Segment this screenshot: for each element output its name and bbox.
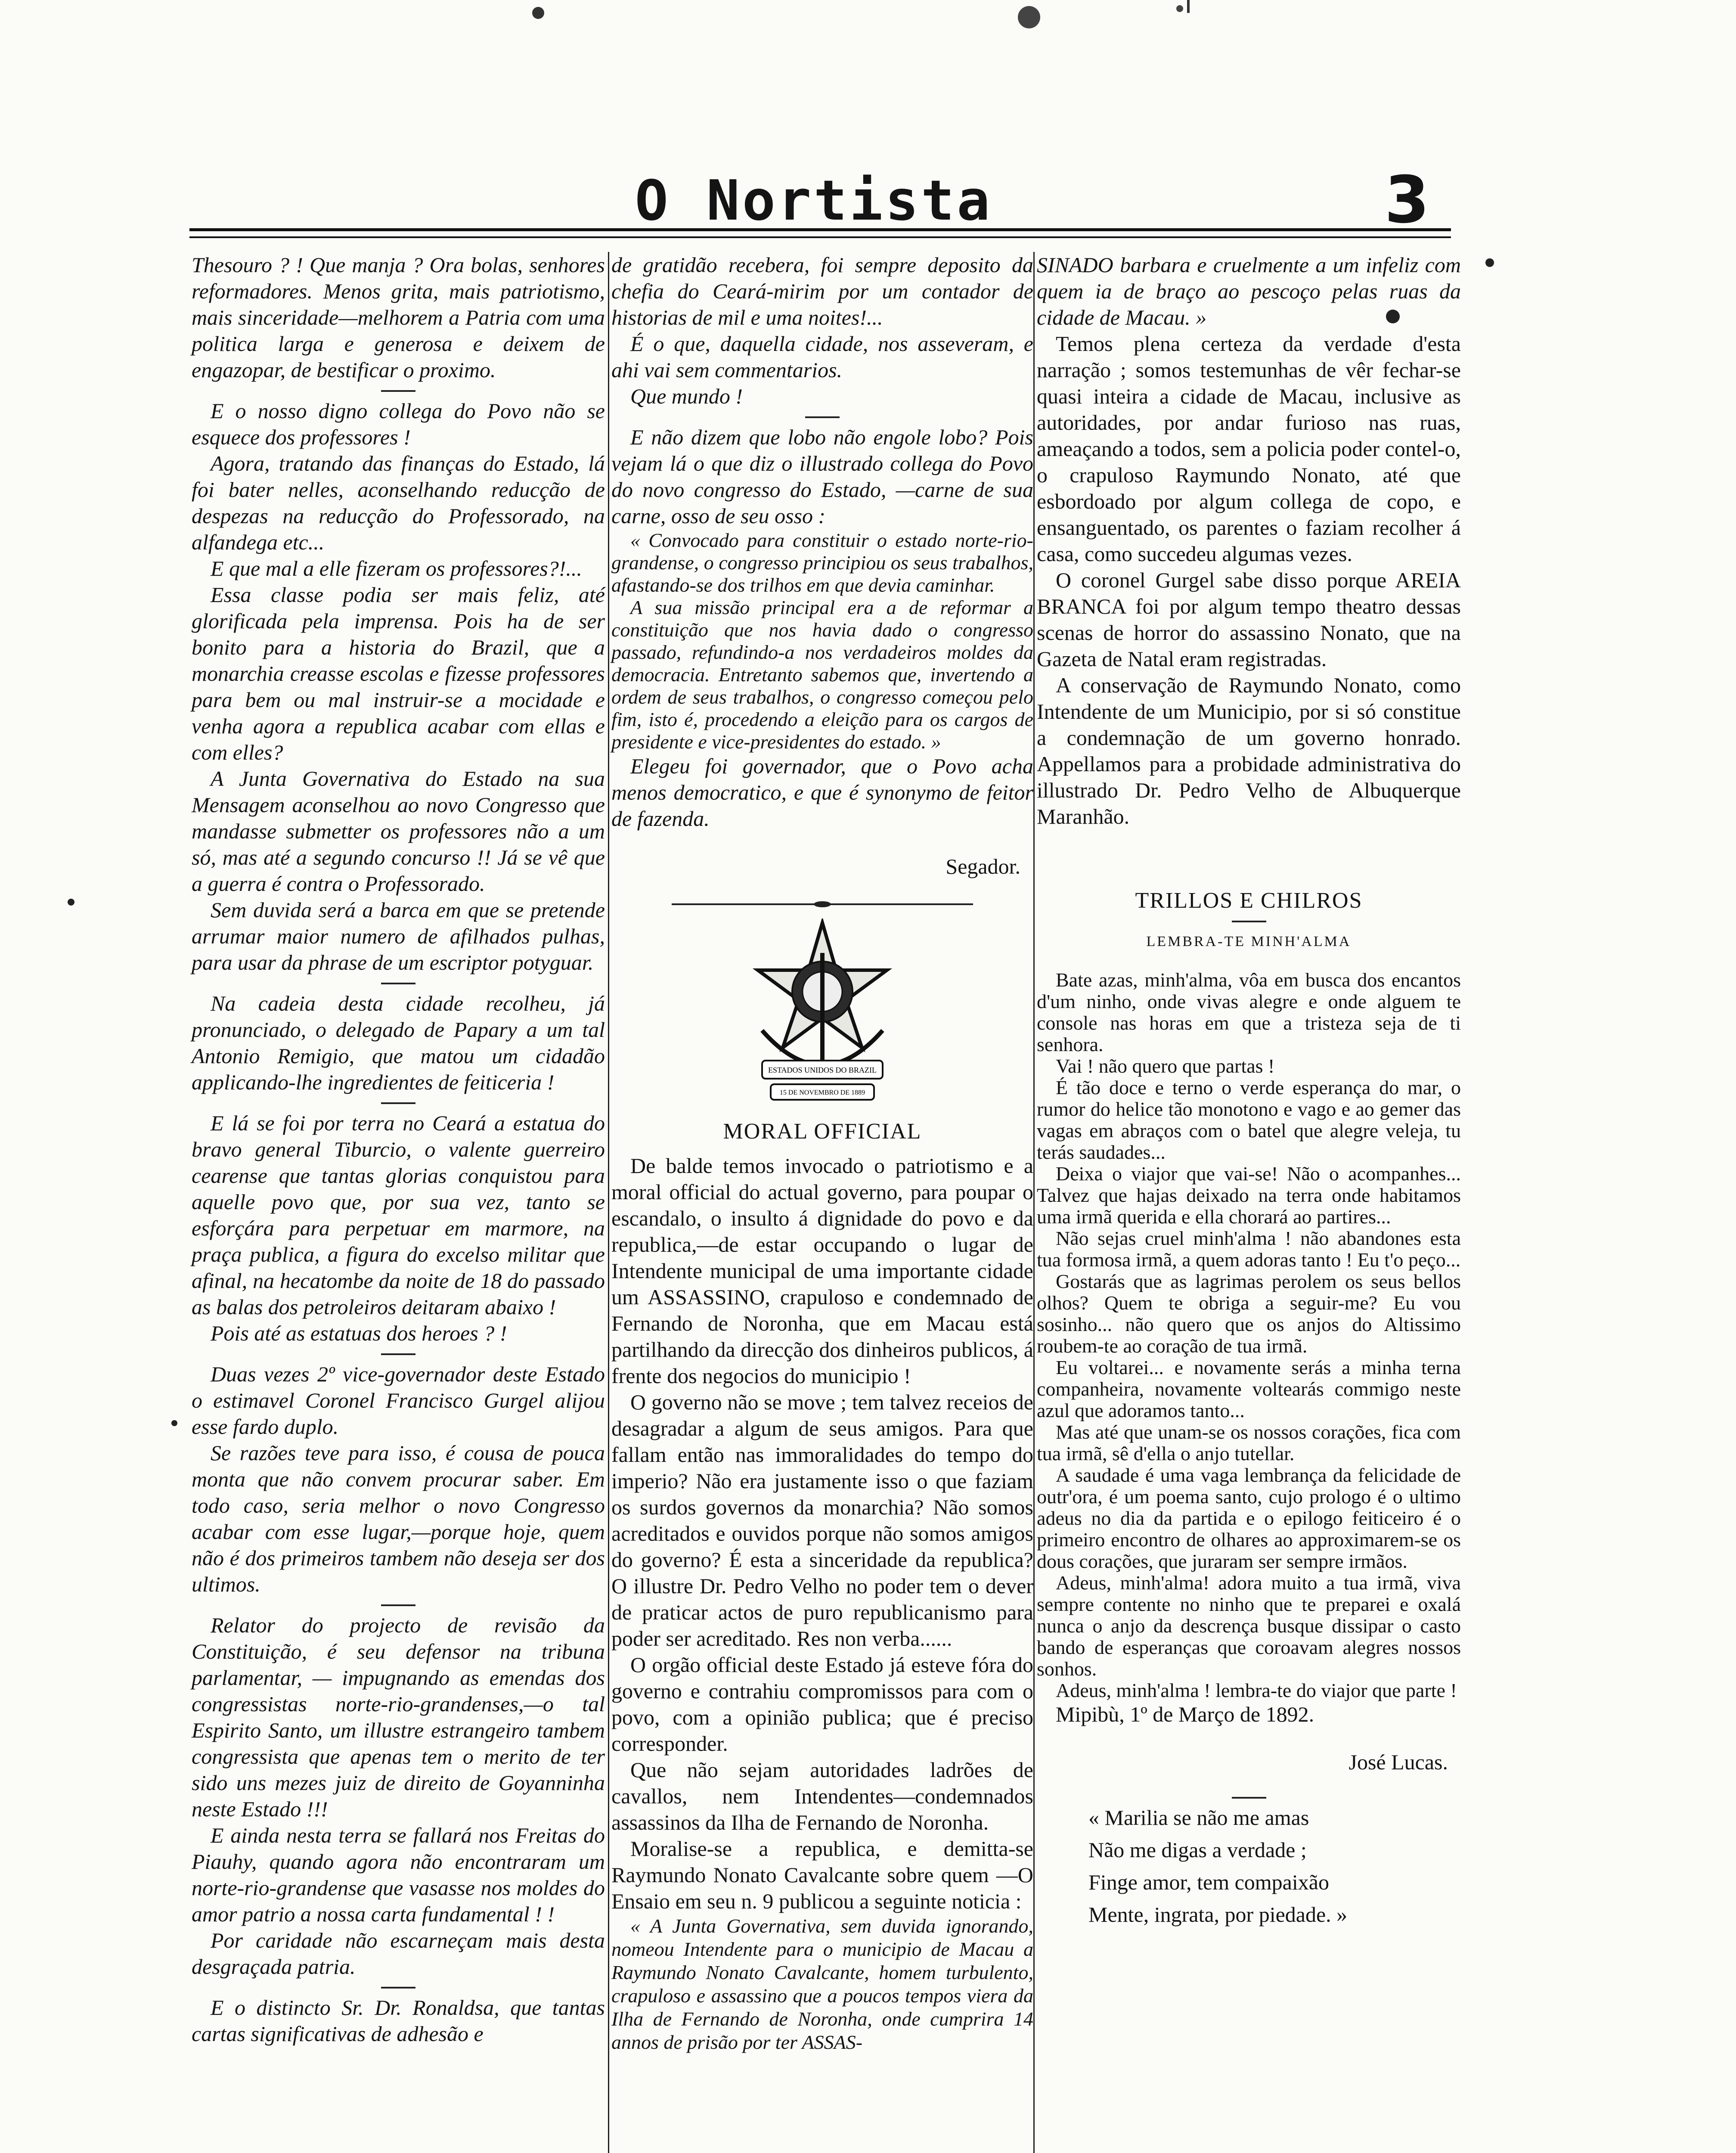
paragraph: Agora, tratando das finanças do Estado, lá foi bater nelles, aconselhando reducção de despezas na reducção do Professorado, na alfandega etc... xyxy=(192,451,605,554)
separator xyxy=(1232,921,1266,922)
section-heading: TRILLOS E CHILROS xyxy=(1135,888,1363,913)
separator xyxy=(381,1102,415,1104)
ornament-rule xyxy=(672,901,973,907)
paragraph: Sem duvida será a barca em que se pretende arrumar maior numero de afilhados pulhas, para usar da phrase de um escriptor potyguar. xyxy=(192,898,605,974)
paragraph: A conservação de Raymundo Nonato, como Intendente de um Municipio, por si só constitue a condemnação de um governo honrado. Appellamos para a probidade administrativa do illustrado Dr. Pedro Velho de Albuquerque Maranhão. xyxy=(1037,673,1461,828)
column-left xyxy=(192,252,605,2047)
verse-line: Mente, ingrata, por piedade. » xyxy=(1088,1902,1348,1927)
poem-stanza: Gostarás que as lagrimas perolem os seus bellos olhos? Quem te obriga a seguir-me? Eu vou sosinho... não quero que os anjos do Altissimo roubem-te ao coração de tua irmã. xyxy=(1037,1270,1461,1357)
paragraph: SINADO barbara e cruelmente a um infeliz com quem ia de braço ao pescoço pelas ruas da cidade de Macau. » xyxy=(1037,253,1461,329)
author-signature: José Lucas. xyxy=(1348,1750,1448,1774)
quote-paragraph: A sua missão principal era a de reformar a constituição que nos havia dado o congresso passado, refundindo-a nos verdadeiros moldes da democracia. Entretanto sabemos que, invertendo a ordem de seus trabalhos, o congresso começou pelo fim, isto é, procedendo a eleição para os cargos de presidente e vice-presidentes do estado. » xyxy=(611,596,1033,753)
separator xyxy=(805,416,840,418)
signature: Segador. xyxy=(946,854,1020,878)
paragraph: de gratidão recebera, foi sempre deposito da chefia do Ceará-mirim por um contador de historias de mil e uma noites!... xyxy=(611,253,1033,329)
separator xyxy=(1232,1797,1266,1799)
section-heading: MORAL OFFICIAL xyxy=(723,1119,922,1144)
newspaper-title: O Nortista xyxy=(635,169,993,233)
poem-body xyxy=(1037,969,1461,1701)
paragraph: Thesouro ? ! Que manja ? Ora bolas, senhores reformadores. Menos grita, mais patriotismo, mais sinceridade—melhorem a Patria com uma politica larga e generosa e deixem de engazopar, de bestificar o proximo. xyxy=(192,253,605,382)
masthead-rule xyxy=(189,228,1451,238)
paragraph: Essa classe podia ser mais feliz, até glorificada pela imprensa. Pois ha de ser bonito para a historia do Brazil, que a monarchia creasse escolas e fizesse professores para bem ou mal instruir-se a mocidade e venha agora a republica acabar com ellas e com elles? xyxy=(192,583,605,764)
separator xyxy=(381,1987,415,1989)
paragraph: De balde temos invocado o patriotismo e a moral official do actual governo, para poupar o escandalo, o insulto á dignidade do povo e da republica,—de estar occupando o lugar de Intendente municipal de uma importante cidade um ASSASSINO, crapuloso e condemnado de Fernando de Noronha, que em Macau está partilhando da direcção dos dinheiros publicos, á frente dos negocios do municipio ! xyxy=(611,1154,1033,1388)
paragraph: Duas vezes 2º vice-governador deste Estado o estimavel Coronel Francisco Gurgel alijou esse fardo duplo. xyxy=(192,1362,605,1439)
page-number: 3 xyxy=(1384,163,1429,238)
emblem-ribbon-text: ESTADOS UNIDOS DO BRAZIL xyxy=(768,1066,877,1074)
paragraph: Relator do projecto de revisão da Constituição, é seu defensor na tribuna parlamentar, — impugnando as emendas dos congressistas norte-rio-grandenses,—o tal Espirito Santo, um illustre estrangeiro tambem congressista que apenas tem o merito de ter sido uns mezes juiz de direito de Goyanninha neste Estado !!! xyxy=(192,1613,605,1821)
poem-stanza: É tão doce e terno o verde esperança do mar, o rumor do helice tão monotono e vago e ao gemer das vagas em abraços com o batel que alegre veleja, tu terás saudades... xyxy=(1037,1076,1461,1163)
verse-line: Finge amor, tem compaixão xyxy=(1088,1870,1329,1894)
paragraph: E o distincto Sr. Dr. Ronaldsa, que tantas cartas significativas de adhesão e xyxy=(192,1995,605,2046)
masthead xyxy=(172,163,1455,238)
column-middle xyxy=(611,252,1033,2054)
paragraph: Pois até as estatuas dos heroes ? ! xyxy=(211,1321,507,1345)
verse-block xyxy=(1037,1805,1461,1928)
poem-stanza: Eu voltarei... e novamente serás a minha terna companheira, novamente voltearás commigo neste azul que adoramos tanto... xyxy=(1037,1356,1461,1421)
paragraph: E não dizem que lobo não engole lobo? Pois vejam lá o que diz o illustrado collega do Povo do novo congresso do Estado, —carne de sua carne, osso de seu osso : xyxy=(611,425,1033,528)
quote-paragraph: « Convocado para constituir o estado norte-rio-grandense, o congresso principiou os seus trabalhos, afastando-se dos trilhos em que devia caminhar. xyxy=(611,529,1033,596)
poem-stanza: Deixa o viajor que vai-se! Não o acompanhes... Talvez que hajas deixado na terra onde habitamos uma irmã querida e ella chorará ao partires... xyxy=(1037,1163,1461,1228)
paragraph: E o nosso digno collega do Povo não se esquece dos professores ! xyxy=(192,399,605,449)
poem-stanza: Não sejas cruel minh'alma ! não abandones esta tua formosa irmã, a quem adoras tanto ! Eu t'o peço... xyxy=(1037,1227,1461,1271)
section-subheading: LEMBRA-TE MINH'ALMA xyxy=(1146,934,1352,949)
poem-stanza: A saudade é uma vaga lembrança da felicidade de outr'ora, é um poema santo, cujo prologo é o ultimo adeus no dia da partida e o epilogo feiticeiro é o primeiro encontro de olhares ao approximarem-se os dous corações, que juraram ser sempre irmãos. xyxy=(1037,1464,1461,1572)
column-divider xyxy=(608,252,609,2153)
paragraph: Na cadeia desta cidade recolheu, já pronunciado, o delegado de Papary a um tal Antonio Remigio, que matou um cidadão applicando-lhe ingredientes de feiticeria ! xyxy=(192,991,605,1094)
verse-line: Não me digas a verdade ; xyxy=(1088,1838,1307,1862)
poem-stanza: Adeus, minh'alma! adora muito a tua irmã, viva sempre contente no ninho que te preparei e oxalá nunca o anjo da descrença busque dissipar o casto bando de esperanças que coroavam alegres nossos sonhos. xyxy=(1037,1572,1461,1680)
paragraph: O governo não se move ; tem talvez receios de desagradar a algum de seus amigos. Para que fallam então nas immoralidades do tempo do imperio? Não era justamente isso o que faziam os surdos governos da monarchia? Não somos acreditados e ouvidos porque não somos amigos do governo? É esta a sinceridade da republica? O illustre Dr. Pedro Velho no poder tem o dever de praticar actos de puro republicanismo para poder ser acreditado. Res non verba...... xyxy=(611,1390,1033,1650)
separator xyxy=(381,983,415,984)
paragraph: Que não sejam autoridades ladrões de cavallos, nem Intendentes—condemnados assassinos da Ilha de Fernando de Noronha. xyxy=(611,1758,1033,1834)
paragraph: O orgão official deste Estado já esteve fóra do governo e contrahiu compromissos para com o povo, com a opinião publica; que é preciso corresponder. xyxy=(611,1653,1033,1756)
paragraph: Se razões teve para isso, é cousa de pouca monta que não convem procurar saber. Em todo caso, seria melhor o novo Congresso acabar com esse lugar,—porque hoje, quem não é dos primeiros tambem não deseja ser dos ultimos. xyxy=(192,1441,605,1596)
paragraph: E que mal a elle fizeram os professores?!... xyxy=(211,556,582,580)
separator xyxy=(381,1604,415,1606)
paragraph: Temos plena certeza da verdade d'esta narração ; somos testemunhas de vêr fechar-se quasi inteira a cidade de Macau, inclusive as autoridades, por andar furioso nas ruas, ameaçando a todos, sem a policia poder contel-o, o crapuloso Raymundo Nonato, até que esbordoado por algum collega de copo, e ensanguentado, os parentes o faziam recolher á casa, como succedeu algumas vezes. xyxy=(1037,332,1461,566)
paragraph: E ainda nesta terra se fallará nos Freitas do Piauhy, quando agora não encontraram um norte-rio-grandense que vasasse nos moldes do amor patrio a nossa carta fundamental ! ! xyxy=(192,1823,605,1926)
quote-paragraph: « A Junta Governativa, sem duvida ignorando, nomeou Intendente para o municipio de Macau a Raymundo Nonato Cavalcante, homem turbulento, crapuloso e assassino que a poucos tempos viera da Ilha de Fernando de Noronha, onde cumprira 14 annos de prisão por ter ASSAS- xyxy=(611,1915,1033,2053)
paragraph: Por caridade não escarneçam mais desta desgraçada patria. xyxy=(192,1928,605,1979)
paragraph: Que mundo ! xyxy=(630,384,743,408)
separator xyxy=(381,1353,415,1355)
paragraph: A Junta Governativa do Estado na sua Mensagem aconselhou ao novo Congresso que mandasse submetter os professores não a um só, mas até a segundo concurso !! Já se vê que a guerra é contra o Professorado. xyxy=(192,766,605,896)
spacer xyxy=(1037,830,1461,881)
separator xyxy=(381,390,415,392)
paragraph: É o que, daquella cidade, nos asseveram, e ahi vai sem commentarios. xyxy=(611,332,1033,382)
paragraph: E lá se foi por terra no Ceará a estatua do bravo general Tiburcio, o valente guerreiro cearense que tantas glorias conquistou para aquelle povo que, por sua vez, tanto se esforçára para perpetuar em marmore, na praça publica, a figura do excelso militar que afinal, na hecatombe da noite de 18 do passado as balas dos petroleiros deitaram abaixo ! xyxy=(192,1111,605,1319)
column-divider xyxy=(1033,252,1035,2153)
poem-stanza: Bate azas, minh'alma, vôa em busca dos encantos d'um ninho, onde vivas alegre e onde alguem te console nas horas em que a tristeza seja de ti senhora. xyxy=(1037,969,1461,1055)
verse-line: « Marilia se não me amas xyxy=(1088,1806,1309,1830)
poem-stanza: Mas até que unam-se os nossos corações, fica com tua irmã, sê d'ella o anjo tutellar. xyxy=(1037,1421,1461,1464)
dateline: Mipibù, 1º de Março de 1892. xyxy=(1056,1702,1314,1726)
column-right xyxy=(1037,252,1461,1928)
paragraph: Elegeu foi governador, que o Povo acha menos democratico, e que é synonymo de feitor de fazenda. xyxy=(611,754,1033,831)
poem-stanza: Adeus, minh'alma ! lembra-te do viajor que parte ! xyxy=(1056,1679,1457,1701)
paragraph: Moralise-se a republica, e demitta-se Raymundo Nonato Cavalcante sobre quem —O Ensaio em seu n. 9 publicou a seguinte noticia : xyxy=(611,1837,1033,1913)
poem-stanza: Vai ! não quero que partas ! xyxy=(1056,1055,1275,1077)
coat-of-arms-emblem xyxy=(736,918,908,1112)
paragraph: O coronel Gurgel sabe disso porque AREIA BRANCA foi por algum tempo theatro dessas scenas de horror do assassino Nonato, que na Gazeta de Natal eram registradas. xyxy=(1037,568,1461,671)
emblem-date-text: 15 DE NOVEMBRO DE 1889 xyxy=(779,1089,865,1096)
